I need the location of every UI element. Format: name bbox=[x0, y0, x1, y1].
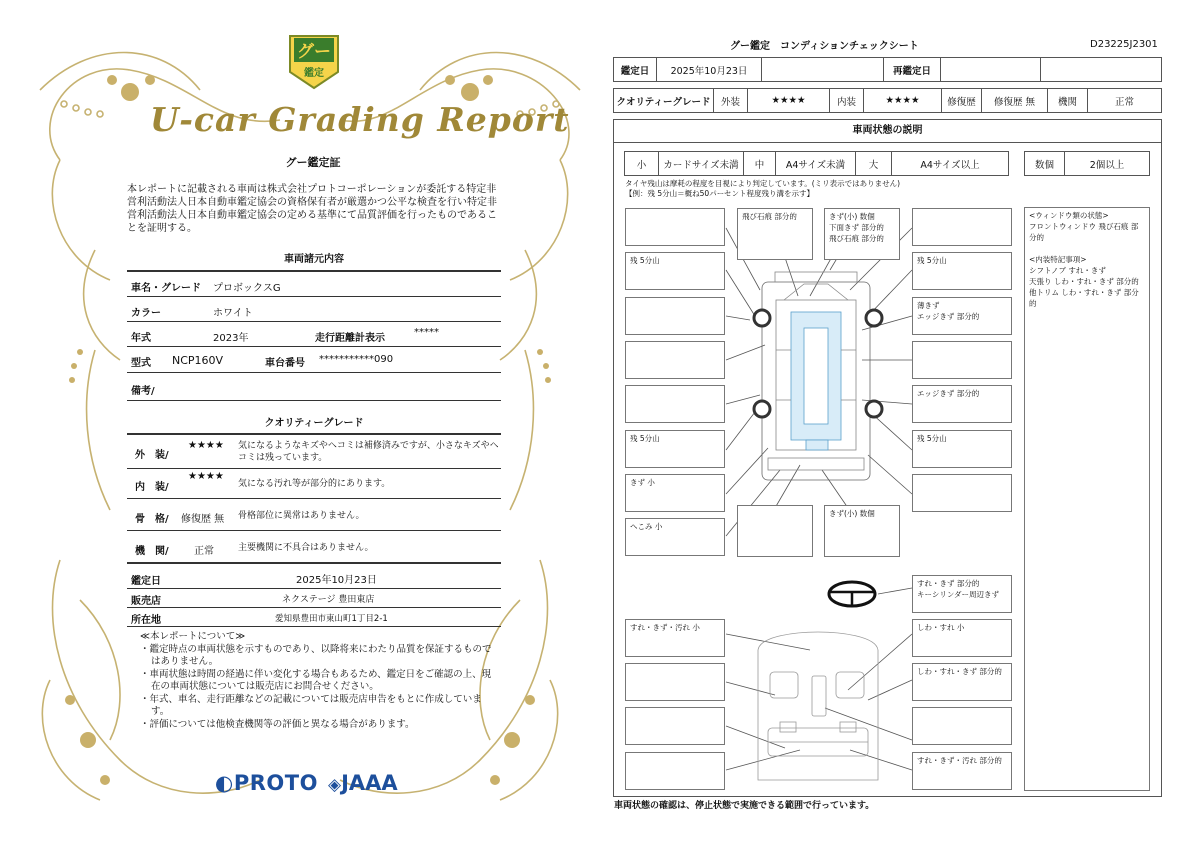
repair-history-label: 修復歴 bbox=[942, 89, 982, 113]
interior-label: 内装 bbox=[830, 89, 864, 113]
interior-note-box bbox=[912, 707, 1012, 745]
divider bbox=[127, 372, 501, 373]
damage-box bbox=[625, 297, 725, 335]
color-value: ホワイト bbox=[213, 308, 253, 319]
interior-note-item: シフトノブ すれ・きず bbox=[1029, 266, 1106, 275]
interior-note-box bbox=[625, 663, 725, 701]
damage-note: すれ・きず・汚れ 部分的 bbox=[917, 756, 1002, 765]
damage-box bbox=[824, 208, 900, 260]
divider bbox=[127, 530, 501, 531]
size-large-desc: A4サイズ以上 bbox=[892, 152, 1009, 176]
note-item: ・車両状態は時間の経過に伴い変化する場合もあるため、鑑定日をご確認の上、現在の車両状態については販売店にお問合せください。 bbox=[140, 668, 492, 692]
quality-interior-label: 内 装/ bbox=[135, 482, 169, 493]
jaaa-mark-icon: ◈ bbox=[328, 775, 342, 795]
damage-note: エッジきず 部分的 bbox=[917, 389, 980, 398]
interior-note-box bbox=[912, 663, 1012, 701]
quality-grade-label: クオリティーグレード bbox=[614, 89, 714, 113]
address-value: 愛知県豊田市東山町1丁目2-1 bbox=[275, 614, 388, 624]
damage-note: しわ・すれ 小 bbox=[917, 623, 965, 632]
damage-box bbox=[625, 208, 725, 246]
certificate-title: グー鑑定証 bbox=[285, 156, 341, 169]
exterior-label: 外装 bbox=[714, 89, 748, 113]
interior-note-item: 天張り しわ・すれ・きず 部分的 bbox=[1029, 277, 1139, 286]
damage-box bbox=[912, 341, 1012, 379]
divider bbox=[127, 346, 501, 347]
tire-note-line1: タイヤ残山は摩耗の程度を目視により判定しています。(ミリ表示ではありません) bbox=[625, 179, 901, 188]
divider bbox=[127, 498, 501, 499]
damage-note: へこみ 小 bbox=[630, 522, 663, 531]
interior-note-box bbox=[912, 752, 1012, 790]
engine-label: 機関 bbox=[1048, 89, 1088, 113]
count-label: 数個 bbox=[1025, 152, 1065, 176]
damage-box bbox=[625, 341, 725, 379]
interior-note-box bbox=[625, 752, 725, 790]
certificate-statement: 本レポートに記載される車両は株式会社プロトコーポレーションが委託する特定非営利活動法人日本自動車鑑定協会の資格保有者が厳選かつ公平な検査を行い特定非営利活動法人日本自動車鑑定協会の定める基準にて品質評価を行ったものであることを証明する。 bbox=[127, 184, 497, 234]
damage-box bbox=[625, 518, 725, 556]
quality-exterior-label: 外 装/ bbox=[135, 450, 169, 461]
car-name-value: プロボックスG bbox=[213, 283, 281, 294]
damage-box bbox=[912, 474, 1012, 512]
interior-note-box bbox=[625, 707, 725, 745]
interior-notes-heading: <内装特記事項> bbox=[1029, 255, 1087, 264]
damage-box bbox=[625, 385, 725, 423]
chassis-value: ***********090 bbox=[319, 354, 394, 365]
condition-check-sheet bbox=[600, 0, 1200, 848]
window-status-item: フロントウィンドウ 飛び石痕 部分的 bbox=[1029, 222, 1139, 242]
damage-note: キーシリンダー周辺きず bbox=[917, 590, 1000, 599]
damage-note: きず(小) 数個 bbox=[829, 509, 875, 518]
damage-note: きず 小 bbox=[630, 478, 655, 487]
size-medium-desc: A4サイズ未満 bbox=[776, 152, 856, 176]
divider bbox=[127, 433, 501, 435]
interior-note-box bbox=[625, 619, 725, 657]
proto-logo-text: PROTO bbox=[233, 771, 318, 795]
exterior-grade: ★★★★ bbox=[748, 89, 830, 113]
damage-note: 下面きず 部分的 bbox=[829, 223, 884, 232]
mileage-value: ***** bbox=[414, 327, 439, 338]
quality-engine-text: 主要機関に不具合はありません。 bbox=[238, 543, 374, 553]
divider bbox=[127, 626, 501, 627]
damage-box bbox=[625, 252, 725, 290]
interior-grade: ★★★★ bbox=[864, 89, 942, 113]
divider bbox=[127, 468, 501, 469]
condition-description-title: 車両状態の説明 bbox=[613, 119, 1162, 143]
check-sheet-title: グー鑑定 コンディションチェックシート bbox=[730, 41, 919, 52]
steering-note-box bbox=[912, 575, 1012, 613]
damage-box bbox=[737, 505, 813, 557]
dealer-label: 販売店 bbox=[131, 596, 161, 607]
damage-box bbox=[912, 252, 1012, 290]
appraisal-date-label: 鑑定日 bbox=[131, 576, 161, 587]
damage-note: 残 5分山 bbox=[917, 434, 947, 443]
damage-note: きず(小) 数個 bbox=[829, 212, 875, 221]
damage-note: エッジきず 部分的 bbox=[917, 312, 980, 321]
damage-note: 残 5分山 bbox=[630, 434, 660, 443]
proto-logo bbox=[215, 771, 318, 795]
size-medium-label: 中 bbox=[744, 152, 776, 176]
damage-note: すれ・きず 部分的 bbox=[917, 579, 980, 588]
tire-note-line2: 【例：残 5分山＝概ね50パーセント程度残り溝を示す】 bbox=[625, 189, 815, 198]
quality-frame-label: 骨 格/ bbox=[135, 514, 169, 525]
count-desc: 2個以上 bbox=[1065, 152, 1150, 176]
divider bbox=[127, 607, 501, 608]
logo-text-goo: グー bbox=[297, 42, 331, 62]
model-value: NCP160V bbox=[172, 354, 224, 367]
quality-frame-text: 骨格部位に異常はありません。 bbox=[238, 511, 365, 521]
appraisal-date-value: 2025年10月23日 bbox=[296, 575, 377, 586]
year-label: 年式 bbox=[131, 333, 151, 344]
damage-box bbox=[625, 474, 725, 512]
note-item: ・鑑定時点の車両状態を示すものであり、以降将来にわたり品質を保証するものではありません。 bbox=[140, 643, 492, 667]
divider bbox=[127, 270, 501, 272]
remarks-label: 備考/ bbox=[131, 386, 155, 397]
quality-engine-label: 機 関/ bbox=[135, 546, 169, 557]
report-script-title: U-car Grading Report bbox=[150, 100, 570, 139]
quality-exterior-text: 気になるようなキズやヘコミは補修済みですが、小さなキズやヘコミは残っています。 bbox=[238, 441, 499, 463]
re-appraisal-label: 再鑑定日 bbox=[884, 58, 941, 82]
size-small-label: 小 bbox=[625, 152, 659, 176]
interior-note-item: 他トリム しわ・すれ・きず 部分的 bbox=[1029, 288, 1139, 308]
date-value: 2025年10月23日 bbox=[657, 58, 762, 82]
notes-title: ≪本レポートについて≫ bbox=[140, 631, 246, 642]
proto-p-icon: ◐ bbox=[215, 771, 234, 795]
damage-box bbox=[625, 430, 725, 468]
report-notes bbox=[140, 631, 500, 731]
quality-exterior-grade: ★★★★ bbox=[188, 440, 224, 451]
footer-note: 車両状態の確認は、停止状態で実施できる範囲で行っています。 bbox=[614, 801, 875, 811]
address-label: 所在地 bbox=[131, 615, 161, 626]
divider bbox=[127, 588, 501, 589]
divider bbox=[127, 321, 501, 322]
damage-note: 残 5分山 bbox=[917, 256, 947, 265]
model-label: 型式 bbox=[131, 358, 151, 369]
damage-box bbox=[912, 385, 1012, 423]
divider bbox=[127, 400, 501, 401]
damage-note: 飛び石痕 部分的 bbox=[742, 212, 797, 221]
jaaa-logo bbox=[328, 771, 398, 795]
damage-box bbox=[912, 430, 1012, 468]
year-value: 2023年 bbox=[213, 333, 249, 344]
mileage-label: 走行距離計表示 bbox=[315, 333, 385, 344]
damage-box bbox=[912, 297, 1012, 335]
goo-kantei-logo bbox=[286, 32, 342, 92]
interior-note-box bbox=[912, 619, 1012, 657]
damage-note: 薄きず bbox=[917, 301, 940, 310]
damage-note: 残 5分山 bbox=[630, 256, 660, 265]
note-item: ・評価については他検査機関等の評価と異なる場合があります。 bbox=[140, 718, 415, 730]
damage-note: しわ・すれ・きず 部分的 bbox=[917, 667, 1002, 676]
car-name-label: 車名・グレード bbox=[131, 283, 201, 294]
repair-history-value: 修復歴 無 bbox=[982, 89, 1048, 113]
engine-value: 正常 bbox=[1088, 89, 1162, 113]
size-small-desc: カードサイズ未満 bbox=[659, 152, 744, 176]
quality-engine-grade: 正常 bbox=[194, 546, 214, 557]
divider bbox=[127, 296, 501, 297]
spec-section-title: 車両諸元内容 bbox=[284, 254, 344, 265]
quality-interior-text: 気になる汚れ等が部分的にあります。 bbox=[238, 479, 391, 489]
damage-note: 飛び石痕 部分的 bbox=[829, 234, 884, 243]
document-number: D23225J2301 bbox=[1090, 39, 1158, 50]
chassis-label: 車台番号 bbox=[265, 358, 305, 369]
date-label: 鑑定日 bbox=[614, 58, 657, 82]
damage-box bbox=[737, 208, 813, 260]
color-label: カラー bbox=[131, 308, 161, 319]
dealer-value: ネクステージ 豊田東店 bbox=[282, 595, 375, 605]
quality-interior-grade: ★★★★ bbox=[188, 471, 224, 482]
logo-text-kantei: 鑑定 bbox=[304, 68, 324, 79]
size-large-label: 大 bbox=[856, 152, 892, 176]
damage-box bbox=[912, 208, 1012, 246]
damage-note: すれ・きず・汚れ 小 bbox=[630, 623, 700, 632]
divider bbox=[127, 562, 501, 564]
note-item: ・年式、車名、走行距離などの記載については販売店申告をもとに作成しています。 bbox=[140, 693, 482, 717]
damage-box bbox=[824, 505, 900, 557]
quality-frame-grade: 修復歴 無 bbox=[181, 514, 225, 525]
jaaa-logo-text: JAAA bbox=[341, 771, 398, 795]
window-status-heading: <ウィンドウ類の状態> bbox=[1029, 211, 1109, 220]
quality-section-title: クオリティーグレード bbox=[264, 418, 364, 429]
